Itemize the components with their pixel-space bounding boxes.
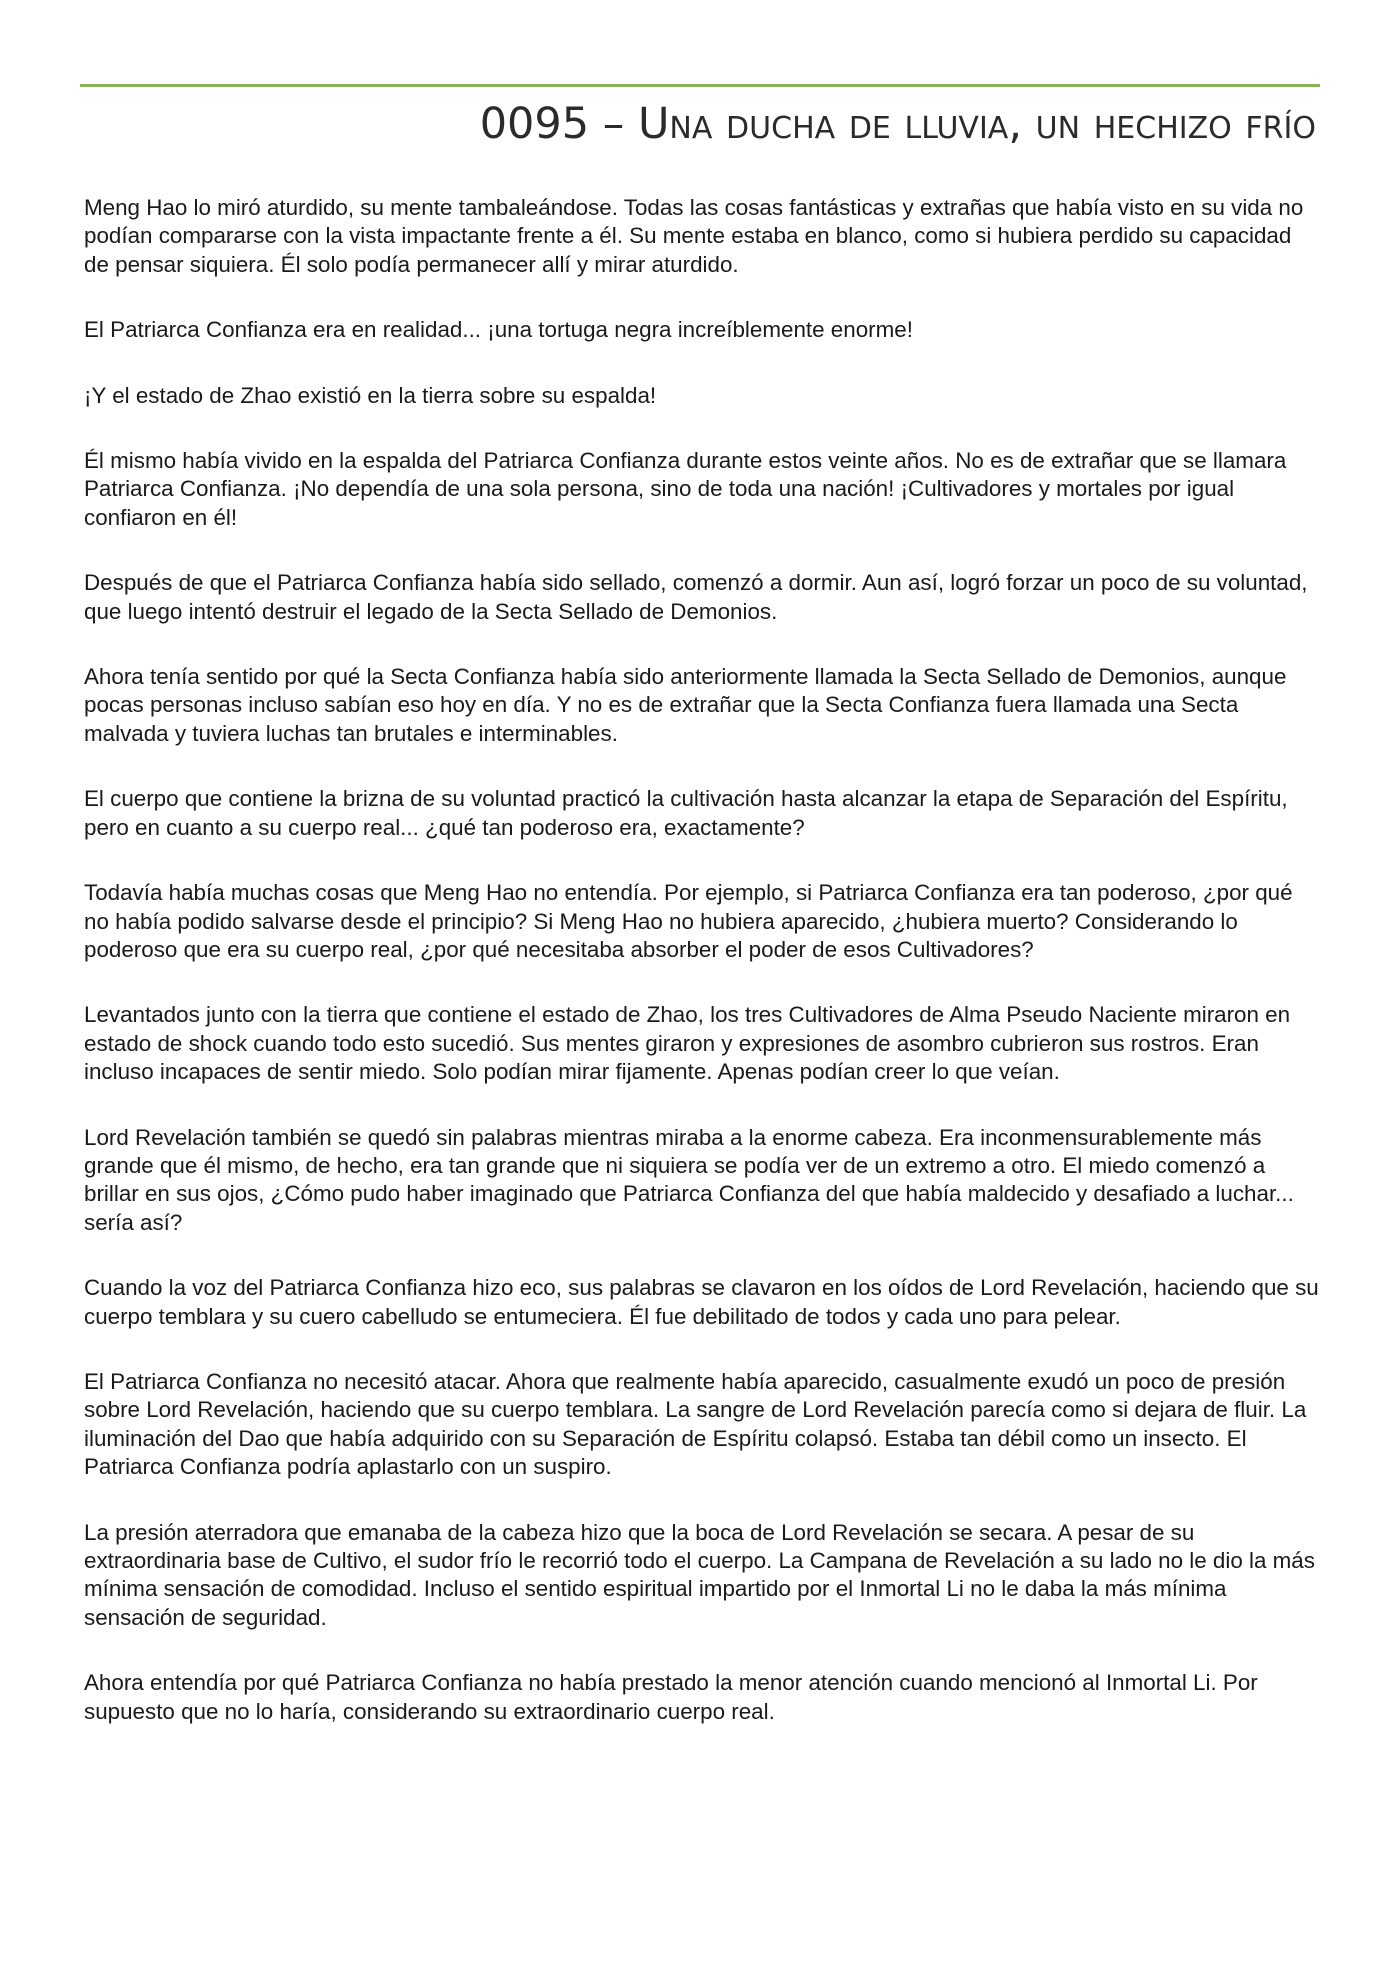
paragraph: Ahora entendía por qué Patriarca Confianza no había prestado la menor atención cuando mencionó al Inmortal Li. Por supuesto que no lo haría, considerando su extraordinario cuerpo real.: [84, 1670, 1258, 1724]
paragraph: El Patriarca Confianza era en realidad... ¡una tortuga negra increíblemente enorme!: [84, 317, 913, 343]
paragraph: Cuando la voz del Patriarca Confianza hizo eco, sus palabras se clavaron en los oídos de Lord Revelación, haciendo que su cuerpo temblara y su cuero cabelludo se entumeciera. Él fue debilitado de todos y cada uno para pelear.: [84, 1275, 1319, 1329]
paragraph: El cuerpo que contiene la brizna de su voluntad practicó la cultivación hasta alcanzar la etapa de Separación del Espíritu, pero en cuanto a su cuerpo real... ¿qué tan poderoso era, exactamente?: [84, 786, 1288, 840]
paragraph: Ahora tenía sentido por qué la Secta Confianza había sido anteriormente llamada la Secta Sellado de Demonios, aunque pocas personas incluso sabían eso hoy en día. Y no es de extrañar que la Secta Confianza fuera llamada una Secta malvada y tuviera luchas tan brutales e interminables.: [84, 664, 1287, 746]
paragraph: Todavía había muchas cosas que Meng Hao no entendía. Por ejemplo, si Patriarca Confianza era tan poderoso, ¿por qué no había podido salvarse desde el principio? Si Meng Hao no hubiera aparecido, ¿hubiera muerto? Considerando lo poderoso que era su cuerpo real, ¿por qué necesitaba absorber el poder de esos Cultivadores?: [84, 880, 1293, 962]
paragraph: Después de que el Patriarca Confianza había sido sellado, comenzó a dormir. Aun así, logró forzar un poco de su voluntad, que luego intentó destruir el legado de la Secta Sellado de Demonios.: [84, 570, 1308, 624]
paragraph: Lord Revelación también se quedó sin palabras mientras miraba a la enorme cabeza. Era inconmensurablemente más grande que él mismo, de hecho, era tan grande que ni siquiera se podía ver de un extremo a otro. El miedo comenzó a brillar en sus ojos, ¿Cómo pudo haber imaginado que Patriarca Confianza del que había maldecido y desafiado a luchar... sería así?: [84, 1124, 1294, 1235]
chapter-body: [84, 194, 1320, 1763]
chapter-title: 0095 – Una ducha de lluvia, un hechizo frío: [479, 99, 1316, 149]
paragraph: Levantados junto con la tierra que contiene el estado de Zhao, los tres Cultivadores de Alma Pseudo Naciente miraron en estado de shock cuando todo esto sucedió. Sus mentes giraron y expresiones de asombro cubrieron sus rostros. Eran incluso incapaces de sentir miedo. Solo podían mirar fijamente. Apenas podían creer lo que veían.: [84, 1002, 1291, 1085]
header-rule: [80, 84, 1320, 87]
paragraph: ¡Y el estado de Zhao existió en la tierra sobre su espalda!: [84, 382, 657, 408]
paragraph: Él mismo había vivido en la espalda del Patriarca Confianza durante estos veinte años. No es de extrañar que se llamara Patriarca Confianza. ¡No dependía de una sola persona, sino de toda una nación! ¡Cultivadores y mortales por igual confiaron en él!: [84, 448, 1287, 530]
paragraph: El Patriarca Confianza no necesitó atacar. Ahora que realmente había aparecido, casualmente exudó un poco de presión sobre Lord Revelación, haciendo que su cuerpo temblara. La sangre de Lord Revelación parecía como si dejara de fluir. La iluminación del Dao que había adquirido con su Separación de Espíritu colapsó. Estaba tan débil como un insecto. El Patriarca Confianza podría aplastarlo con un suspiro.: [84, 1368, 1307, 1480]
paragraph: Meng Hao lo miró aturdido, su mente tambaleándose. Todas las cosas fantásticas y extrañas que había visto en su vida no podían compararse con la vista impactante frente a él. Su mente estaba en blanco, como si hubiera perdido su capacidad de pensar siquiera. Él solo podía permanecer allí y mirar aturdido.: [84, 195, 1304, 277]
paragraph: La presión aterradora que emanaba de la cabeza hizo que la boca de Lord Revelación se secara. A pesar de su extraordinaria base de Cultivo, el sudor frío le recorrió todo el cuerpo. La Campana de Revelación a su lado no le dio la más mínima sensación de comodidad. Incluso el sentido espiritual impartido por el Inmortal Li no le daba la más mínima sensación de seguridad.: [84, 1519, 1315, 1630]
